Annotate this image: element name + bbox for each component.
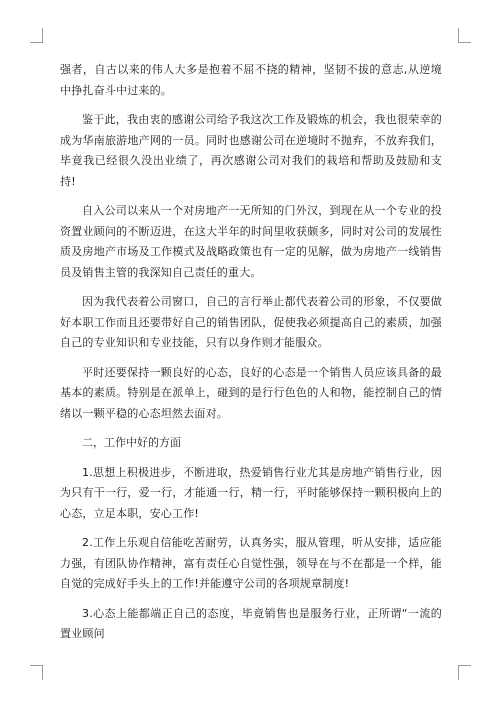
list-item: 3.心态上能都端正自己的态度，毕竟销售也是服务行业，正所谓“一流的置业顾问 <box>60 606 442 640</box>
paragraph: 强者，自古以来的伟人大多是抱着不屈不挠的精神，坚韧不拔的意志,从逆境中挣扎奋斗中过来的。 <box>60 63 442 97</box>
page-corner-mark-bottom-right <box>458 665 471 680</box>
page-corner-mark-top-right <box>458 28 471 43</box>
paragraph: 鉴于此，我由衷的感谢公司给予我这次工作及锻炼的机会，我也很荣幸的成为华南旅游地产网的一员。同时也感谢公司在逆境时不抛弃，不放弃我们，毕竟我已经很久没出业绩了，再次感谢公司对我们的栽培和帮助及鼓励和支持! <box>60 113 442 188</box>
paragraph: 平时还要保持一颗良好的心态，良好的心态是一个销售人员应该具备的最基本的素质。特别是在派单上，碰到的是行行色色的人和物，能控制自己的情绪以一颗平稳的心态坦然去面对。 <box>60 365 442 420</box>
list-item: 1.思想上积极进步，不断进取，热爱销售行业尤其是房地产销售行业，因为只有干一行，爱一行，才能通一行，精一行，平时能够保持一颗积极向上的心态，立足本职，安心工作! <box>60 465 442 520</box>
page-corner-mark-bottom-left <box>30 665 43 680</box>
page-corner-mark-top-left <box>30 28 43 43</box>
paragraph: 因为我代表着公司窗口，自己的言行举止都代表着公司的形象，不仅要做好本职工作而且还要带好自己的销售团队，促使我必须提高自己的素质，加强自己的专业知识和专业技能，只有以身作则才能服众。 <box>60 295 442 349</box>
document-body <box>60 60 442 654</box>
list-item: 2.工作上乐观自信能吃苦耐劳，认真务实，服从管理，听从安排，适应能力强，有团队协作精神，富有责任心自觉性强，领导在与不在都是一个样，能自觉的完成好手头上的工作!并能遵守公司的各项规章制度! <box>60 536 442 590</box>
section-heading: 二，工作中好的方面 <box>82 436 181 449</box>
paragraph: 自入公司以来从一个对房地产一无所知的门外汉，到现在从一个专业的投资置业顾问的不断迈进，在这大半年的时间里收获颇多，同时对公司的发展性质及房地产市场及工作模式及战略政策也有一定的见解，做为房地产一线销售员及销售主管的我深知自己责任的重大。 <box>60 204 442 279</box>
